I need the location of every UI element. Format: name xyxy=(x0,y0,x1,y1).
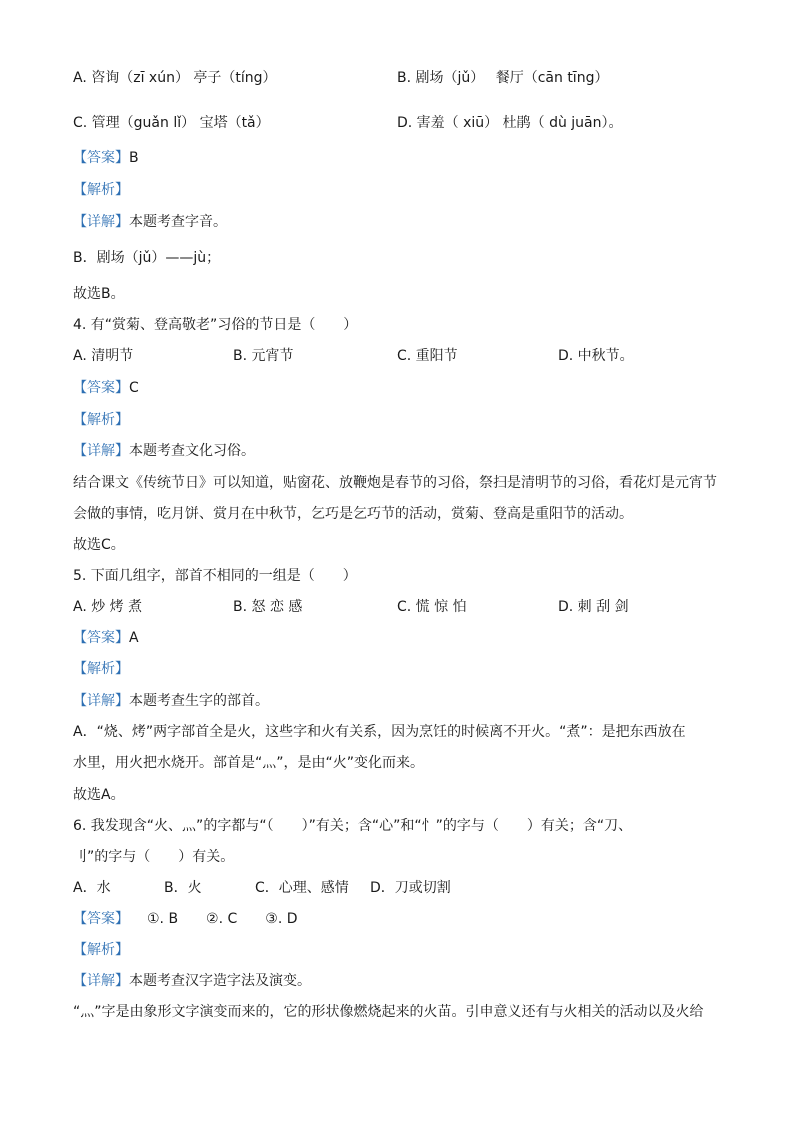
q4-analysis-label xyxy=(73,410,129,430)
q3-conclusion: 故选B。 xyxy=(73,286,125,302)
analysis-label: 【解析】 xyxy=(73,412,129,428)
detail-text: 本题考查文化习俗。 xyxy=(129,443,255,459)
answer-value: A xyxy=(129,630,139,646)
q4-option-a: A. 清明节 xyxy=(73,348,134,364)
detail-label: 【详解】 xyxy=(73,973,129,989)
q5-conclusion: 故选A。 xyxy=(73,787,125,803)
q6-option-a: A．水 xyxy=(73,880,111,896)
q5-option-a: A. 炒 烤 煮 xyxy=(73,599,143,615)
q5-stem: 5. 下面几组字，部首不相同的一组是（ ） xyxy=(73,568,357,584)
q5-option-d: D. 刺 刮 剑 xyxy=(558,599,629,615)
answer-label: 【答案】 xyxy=(73,150,129,166)
q4-option-c: C. 重阳节 xyxy=(397,348,458,364)
q3-explain: B．剧场（jǔ）——jù； xyxy=(73,250,221,266)
q5-option-c: C. 慌 惊 怕 xyxy=(397,599,467,615)
q6-option-d: D．刀或切割 xyxy=(370,880,451,896)
q6-stem-line-2: 刂”的字与（ ）有关。 xyxy=(73,849,235,865)
answer-label: 【答案】 xyxy=(73,380,129,396)
q5-explain-line-2: 水里，用火把水烧开。部首是“灬”，是由“火”变化而来。 xyxy=(73,755,425,771)
q5-analysis-label xyxy=(73,659,129,679)
q3-option-d: D. 害羞（ xiū） 杜鹃（ dù juān）。 xyxy=(397,115,623,131)
detail-label: 【详解】 xyxy=(73,214,129,230)
analysis-label: 【解析】 xyxy=(73,661,129,677)
detail-text: 本题考查汉字造字法及演变。 xyxy=(129,973,311,989)
detail-text: 本题考查生字的部首。 xyxy=(129,693,269,709)
q4-stem: 4. 有“赏菊、登高敬老”习俗的节日是（ ） xyxy=(73,317,358,333)
q5-option-b: B. 怒 恋 感 xyxy=(233,599,303,615)
q6-option-b: B．火 xyxy=(164,880,202,896)
q4-conclusion: 故选C。 xyxy=(73,537,125,553)
q3-detail xyxy=(73,212,227,232)
q6-detail xyxy=(73,971,311,991)
detail-label: 【详解】 xyxy=(73,693,129,709)
q5-answer xyxy=(73,628,139,648)
q3-analysis-label xyxy=(73,180,129,200)
q4-option-d: D. 中秋节。 xyxy=(558,348,634,364)
q5-explain-line-1: A．“烧、烤”两字部首全是火，这些字和火有关系，因为烹饪的时候离不开火。“煮”：是把东西放在 xyxy=(73,724,686,740)
analysis-label: 【解析】 xyxy=(73,182,129,198)
q5-detail xyxy=(73,691,269,711)
answer-label: 【答案】 xyxy=(73,630,129,646)
detail-text: 本题考查字音。 xyxy=(129,214,227,230)
q3-answer xyxy=(73,148,139,168)
q3-option-c: C. 管理（guǎn lǐ） 宝塔（tǎ） xyxy=(73,115,270,131)
q4-explain-line-1: 结合课文《传统节日》可以知道，贴窗花、放鞭炮是春节的习俗，祭扫是清明节的习俗，看花灯是元宵节 xyxy=(73,475,717,491)
answer-value: C xyxy=(129,380,139,396)
analysis-label: 【解析】 xyxy=(73,942,129,958)
q4-option-b: B. 元宵节 xyxy=(233,348,294,364)
q6-explain-line-1: “灬”字是由象形文字演变而来的，它的形状像燃烧起来的火苗。引申意义还有与火相关的活动以及火给 xyxy=(73,1004,704,1020)
detail-label: 【详解】 xyxy=(73,443,129,459)
q4-explain-line-2: 会做的事情，吃月饼、赏月在中秋节，乞巧是乞巧节的活动，赏菊、登高是重阳节的活动。 xyxy=(73,506,633,522)
answer-value: ①. B ②. C ③. D xyxy=(147,911,298,927)
q6-answer xyxy=(73,909,298,929)
q6-option-c: C．心理、感情 xyxy=(255,880,349,896)
answer-value: B xyxy=(129,150,139,166)
q6-stem-line-1: 6. 我发现含“火、灬”的字都与“（ ）”有关；含“心”和“忄”的字与（ ）有关；含“刀、 xyxy=(73,818,633,834)
q3-option-b: B. 剧场（jǔ） 餐厅（cān tīng） xyxy=(397,70,609,86)
q4-detail xyxy=(73,441,255,461)
q6-analysis-label xyxy=(73,940,129,960)
q4-answer xyxy=(73,378,139,398)
q3-option-a: A. 咨询（zī xún） 亭子（tíng） xyxy=(73,70,277,86)
answer-label: 【答案】 xyxy=(73,911,129,927)
